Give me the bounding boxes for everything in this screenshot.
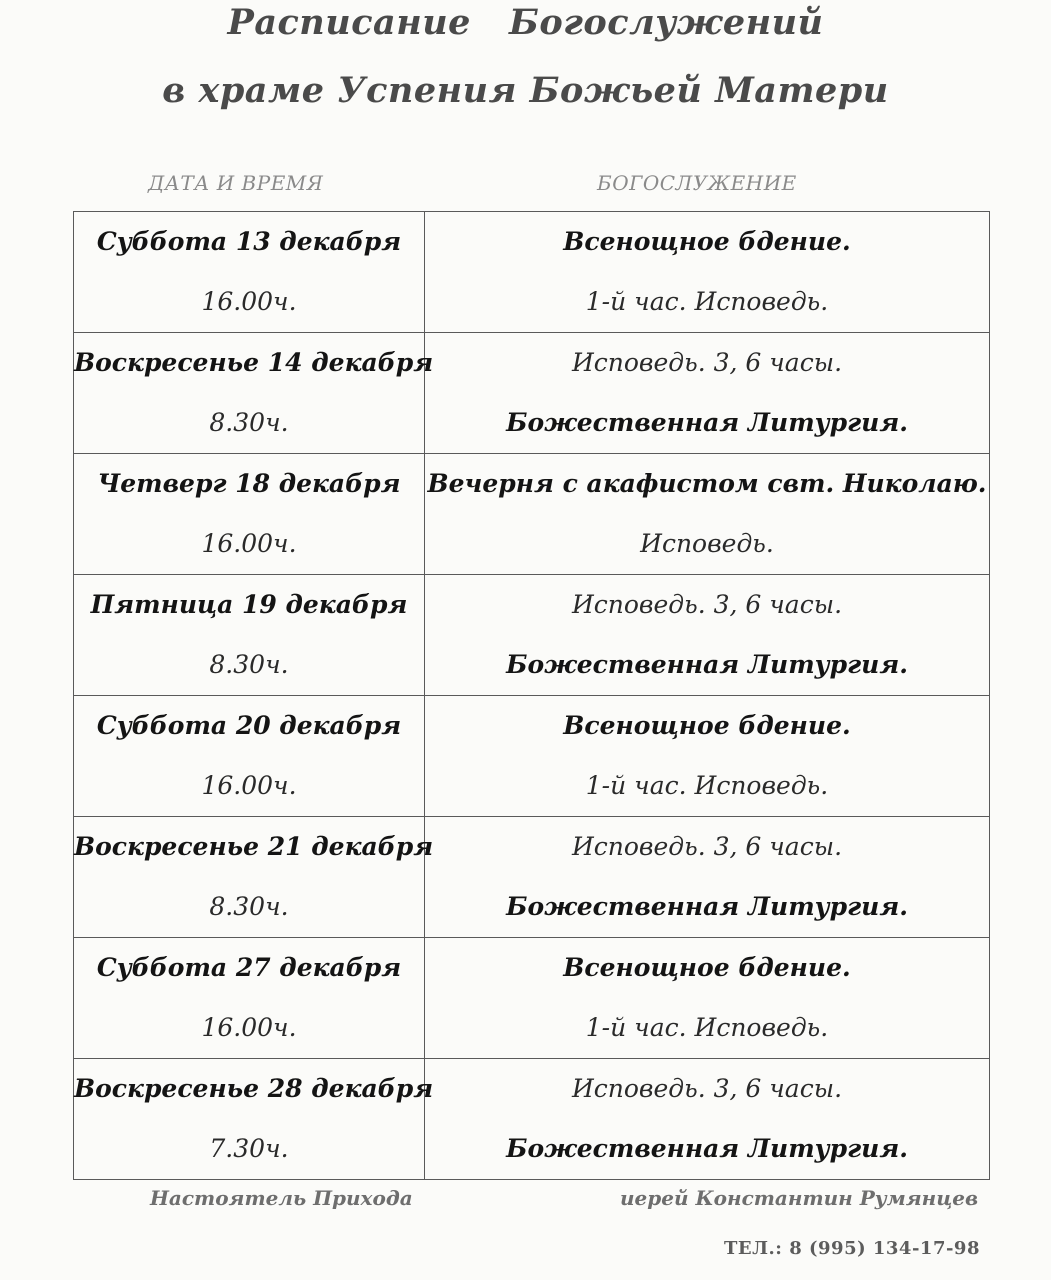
column-header-date: ДАТА И ВРЕМЯ <box>148 171 324 195</box>
table-row <box>74 333 990 454</box>
service-line-1: Всенощное бдение. <box>563 227 851 256</box>
time-label: 16.00ч. <box>201 287 297 316</box>
service-cell <box>425 1059 990 1180</box>
column-header-service: БОГОСЛУЖЕНИЕ <box>597 171 797 195</box>
time-label: 16.00ч. <box>201 1013 297 1042</box>
date-cell <box>74 454 425 575</box>
service-line-2: Божественная Литургия. <box>506 892 908 921</box>
time-label: 16.00ч. <box>201 771 297 800</box>
phone-number: ТЕЛ.: 8 (995) 134-17-98 <box>724 1238 980 1259</box>
table-row <box>74 1059 990 1180</box>
date-cell <box>74 938 425 1059</box>
day-label: Воскресенье 21 декабря <box>74 832 434 861</box>
service-line-2: Божественная Литургия. <box>506 1134 908 1163</box>
priest-name: иерей Константин Румянцев <box>620 1186 979 1210</box>
page-subtitle: в храме Успения Божьей Матери <box>162 70 889 111</box>
service-cell <box>425 938 990 1059</box>
page-title: Расписание Богослужений <box>227 2 824 43</box>
time-label: 8.30ч. <box>209 650 289 679</box>
rector-label: Настоятель Прихода <box>150 1186 413 1210</box>
service-line-1: Исповедь. 3, 6 часы. <box>571 590 843 619</box>
date-cell <box>74 333 434 454</box>
service-line-2: Исповедь. <box>640 529 774 558</box>
date-cell <box>74 212 425 333</box>
service-line-1: Исповедь. 3, 6 часы. <box>571 348 843 377</box>
day-label: Суббота 20 декабря <box>96 711 402 740</box>
service-line-1: Всенощное бдение. <box>563 711 851 740</box>
date-cell <box>74 817 434 938</box>
service-cell <box>425 333 990 454</box>
service-line-1: Вечерня с акафистом свт. Николаю. <box>427 469 987 498</box>
service-line-2: 1-й час. Исповедь. <box>585 771 829 800</box>
service-line-1: Исповедь. 3, 6 часы. <box>571 832 843 861</box>
day-label: Воскресенье 14 декабря <box>74 348 434 377</box>
service-line-1: Исповедь. 3, 6 часы. <box>571 1074 843 1103</box>
time-label: 7.30ч. <box>209 1134 289 1163</box>
table-row <box>74 212 990 333</box>
service-cell <box>425 696 990 817</box>
service-cell <box>425 454 990 575</box>
time-label: 8.30ч. <box>209 408 289 437</box>
service-cell <box>425 212 990 333</box>
table-row <box>74 696 990 817</box>
day-label: Суббота 13 декабря <box>96 227 402 256</box>
date-cell <box>74 575 425 696</box>
day-label: Четверг 18 декабря <box>97 469 401 498</box>
day-label: Пятница 19 декабря <box>90 590 408 619</box>
service-line-2: Божественная Литургия. <box>506 650 908 679</box>
day-label: Воскресенье 28 декабря <box>74 1074 434 1103</box>
service-line-1: Всенощное бдение. <box>563 953 851 982</box>
table-row <box>74 575 990 696</box>
table-row <box>74 817 990 938</box>
service-cell <box>425 817 990 938</box>
time-label: 8.30ч. <box>209 892 289 921</box>
service-cell <box>425 575 990 696</box>
service-line-2: 1-й час. Исповедь. <box>585 287 829 316</box>
day-label: Суббота 27 декабря <box>96 953 402 982</box>
time-label: 16.00ч. <box>201 529 297 558</box>
date-cell <box>74 1059 434 1180</box>
table-row <box>74 454 990 575</box>
service-line-2: Божественная Литургия. <box>506 408 908 437</box>
service-line-2: 1-й час. Исповедь. <box>585 1013 829 1042</box>
date-cell <box>74 696 425 817</box>
schedule-table <box>73 211 990 1180</box>
table-row <box>74 938 990 1059</box>
